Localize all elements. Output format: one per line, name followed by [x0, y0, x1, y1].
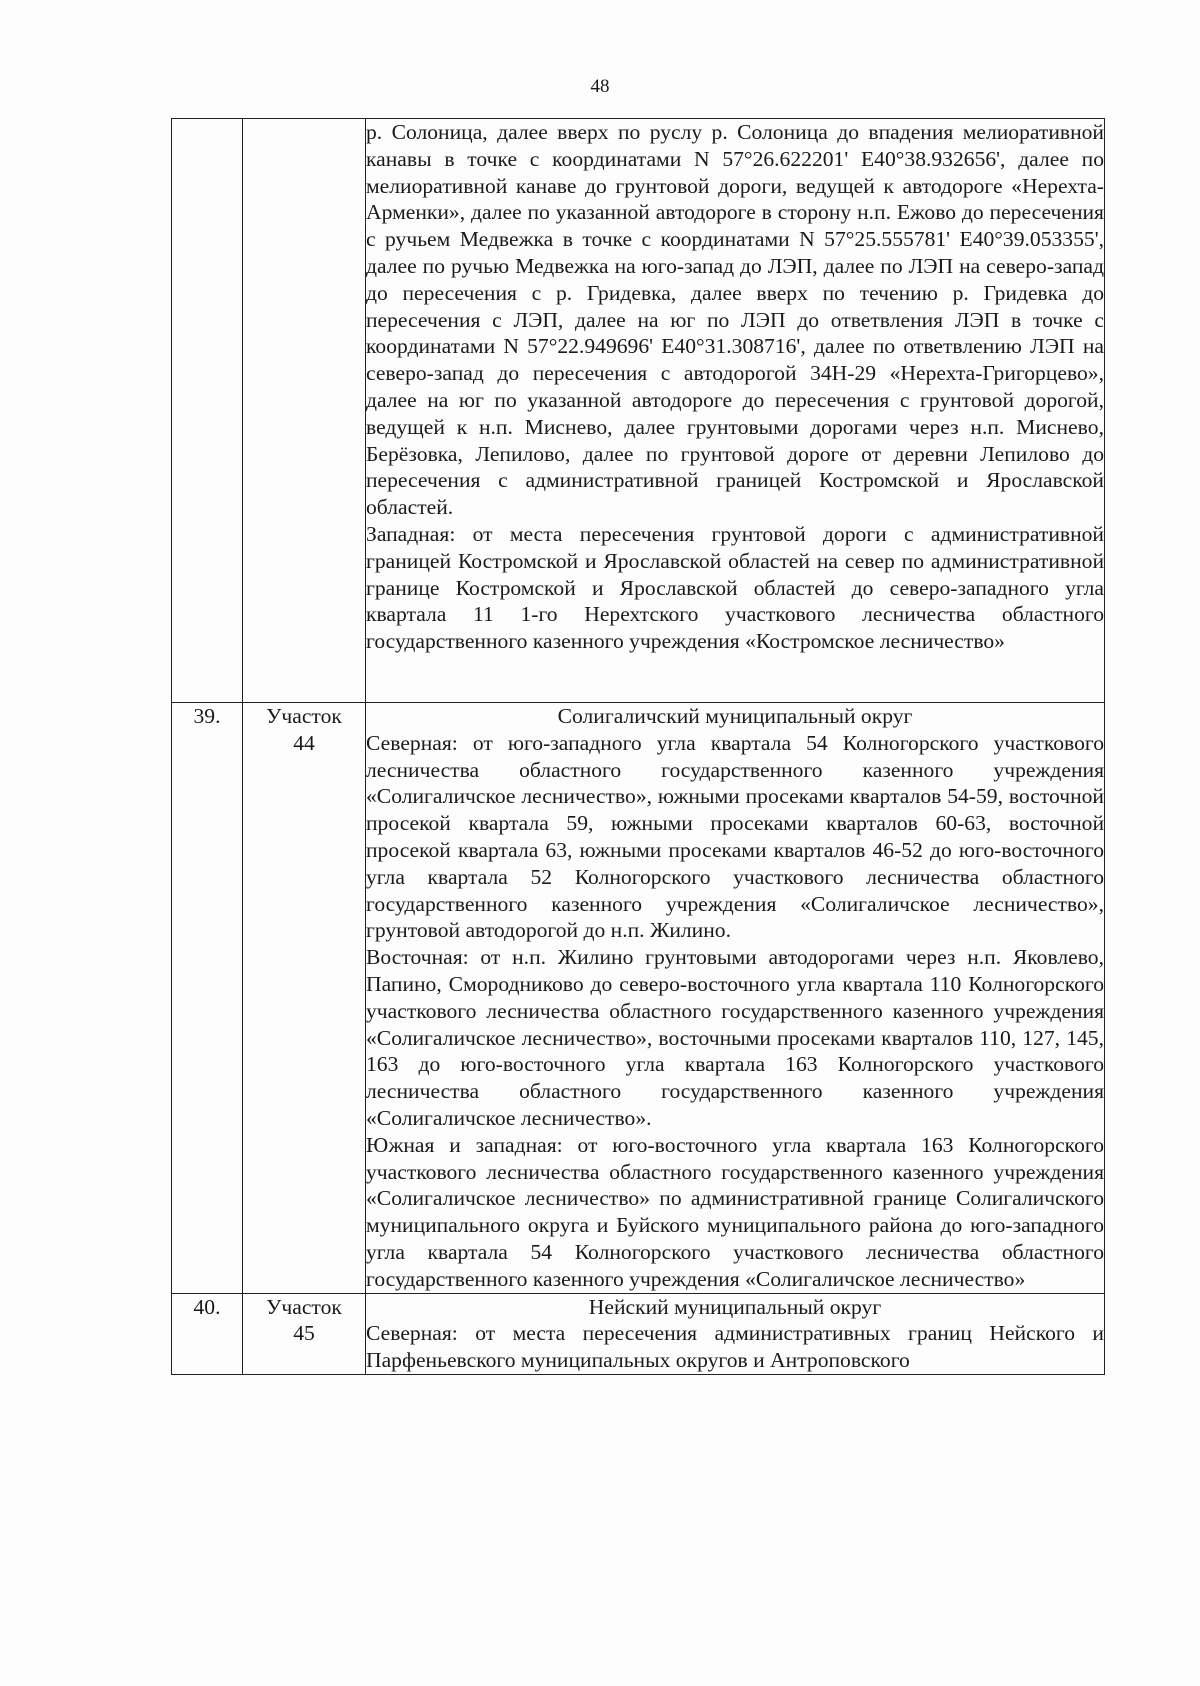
- row-number: 40.: [193, 1294, 221, 1319]
- boundary-description-cell: [366, 703, 1105, 1294]
- page-number: 48: [590, 76, 610, 97]
- site-label: Участок: [266, 704, 342, 728]
- boundary-paragraph: Северная: от места пересечения административных границ Нейского и Парфеньевского муниципальных округов и Антроповского: [366, 1321, 1104, 1373]
- table-row: [172, 703, 1105, 1294]
- site-label: Участок: [266, 1294, 342, 1319]
- boundary-description-cell: [366, 119, 1105, 703]
- boundary-paragraph: Западная: от места пересечения грунтовой дороги с административной границей Костромской и Ярославской областей на север по административной границе Костромской и Ярославской областей до северо-западного угла квартала 11 1-го Нерехтского участкового лесничества областного государственного казенного учреждения «Костромское лесничество»: [366, 521, 1104, 654]
- boundary-paragraph: р. Солоница, далее вверх по руслу р. Солоница до впадения мелиоративной канавы в точке с координатами N 57°26.622201' E40°38.932656', далее по мелиоративной канаве до грунтовой дороги, ведущей к автодороге «Нерехта-Арменки», далее по указанной автодороге в сторону н.п. Ежово до пересечения с ручьем Медвежка в точке с координатами N 57°25.555781' E40°39.053355', далее по ручью Медвежка на юго-запад до ЛЭП, далее по ЛЭП на северо-запад до пересечения с р. Гридевка, далее вверх по течению р. Гридевка до пересечения с ЛЭП, далее на юг по ЛЭП до ответвления ЛЭП в точке с координатами N 57°22.949696' E40°31.308716', далее по ответвлению ЛЭП на северо-запад до пересечения с автодорогой 34Н-29 «Нерехта-Григорцево», далее на юг по указанной автодороге до пересечения с грунтовой дорогой, ведущей к н.п. Мисневo, далее грунтовыми дорогами через н.п. Мисневo, Берёзовка, Лепилово, далее по грунтовой дороге от деревни Лепилово до пересечения с административной границей Костромской и Ярославской областей.: [366, 120, 1104, 520]
- boundary-paragraph: Северная: от юго-западного угла квартала 54 Колногорского участкового лесничества областного государственного казенного учреждения «Солигаличское лесничество», южными просеками кварталов 54-59, восточной просекой квартала 59, южными просеками кварталов 60-63, восточной просекой квартала 63, южными просеками кварталов 46-52 до юго-восточного угла квартала 52 Колногорского участкового лесничества областного государственного казенного учреждения «Солигаличское лесничество», грунтовой автодорогой до н.п. Жилино.: [366, 730, 1104, 943]
- boundary-paragraph: Восточная: от н.п. Жилино грунтовыми автодорогами через н.п. Яковлево, Папино, Смородниково до северо-восточного угла квартала 110 Колногорского участкового лесничества областного государственного казенного учреждения «Солигаличское лесничество», восточными просеками кварталов 110, 127, 145, 163 до юго-восточного угла квартала 163 Колногорского участкового лесничества областного государственного казенного учреждения «Солигаличское лесничество».: [366, 945, 1104, 1130]
- row-number-cell: [172, 119, 243, 703]
- table-row: [172, 1293, 1105, 1374]
- site-number: 44: [293, 730, 315, 755]
- site-cell: [243, 1293, 366, 1374]
- boundary-description-cell: [366, 1293, 1105, 1374]
- site-number: 45: [293, 1321, 315, 1346]
- site-cell: [243, 119, 366, 703]
- row-number: 39.: [193, 704, 221, 728]
- row-number-cell: [172, 703, 243, 1294]
- row-number-cell: [172, 1293, 243, 1374]
- district-heading: Солигаличский муниципальный округ: [557, 704, 913, 728]
- table-row: [172, 119, 1105, 703]
- boundary-paragraph: Южная и западная: от юго-восточного угла квартала 163 Колногорского участкового лесничества областного государственного казенного учреждения «Солигаличское лесничество» по административной границе Солигаличского муниципального округа и Буйского муниципального района до юго-западного угла квартала 54 Колногорского участкового лесничества областного государственного казенного учреждения «Солигаличское лесничество»: [366, 1132, 1104, 1291]
- boundaries-table: [171, 118, 1105, 1375]
- district-heading: Нейский муниципальный округ: [588, 1294, 882, 1319]
- site-cell: [243, 703, 366, 1294]
